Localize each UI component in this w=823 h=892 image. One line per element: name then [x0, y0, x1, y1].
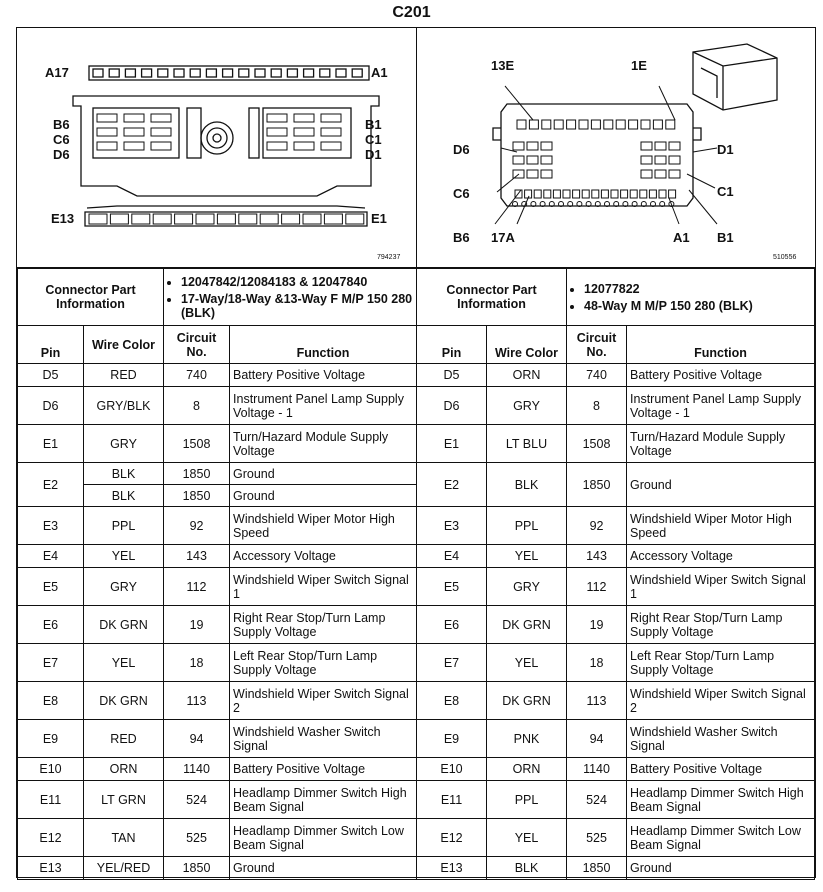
function-cell: Instrument Panel Lamp Supply Voltage - 1	[230, 387, 417, 425]
table-row	[18, 387, 417, 425]
cavity	[582, 190, 589, 198]
cavity	[97, 128, 117, 136]
function-cell: Windshield Wiper Switch Signal 1	[627, 568, 815, 606]
cavity	[294, 142, 314, 150]
header-wire-color: Wire Color	[84, 326, 164, 364]
circuit-cell: 1850	[164, 485, 230, 507]
wire-color-cell: GRY	[84, 568, 164, 606]
function-cell: Battery Positive Voltage	[627, 758, 815, 781]
circuit-cell: 1850	[164, 857, 230, 880]
wire-color-cell: YEL	[487, 819, 567, 857]
label-e1: E1	[371, 211, 387, 226]
right-connector-drawing	[417, 28, 813, 266]
label-c1: C1	[717, 184, 734, 199]
cavity	[304, 69, 314, 77]
connector-info-item: • 48-Way M M/P 150 280 (BLK)	[584, 299, 811, 313]
cavity	[527, 142, 538, 150]
left-pinout-table	[17, 268, 417, 880]
cavity	[282, 214, 300, 224]
cavity	[151, 128, 171, 136]
header-pin: Pin	[417, 326, 487, 364]
cavity	[616, 120, 625, 129]
table-row	[417, 507, 815, 545]
label-b1: B1	[365, 117, 382, 132]
connector-frame	[16, 27, 816, 878]
function-cell: Ground	[627, 857, 815, 880]
label-a17: A17	[45, 65, 69, 80]
circuit-cell: 92	[164, 507, 230, 545]
cavity	[525, 190, 532, 198]
label-13e: 13E	[491, 58, 515, 73]
cavity	[649, 190, 656, 198]
cavity	[591, 120, 600, 129]
cavity	[125, 69, 135, 77]
cavity	[655, 156, 666, 164]
cavity	[324, 214, 342, 224]
cavity	[352, 69, 362, 77]
cavity	[629, 120, 638, 129]
label-d6: D6	[53, 147, 70, 162]
table-row	[417, 758, 815, 781]
circuit-cell: 18	[164, 644, 230, 682]
wire-color-cell: GRY	[487, 568, 567, 606]
pin-cell: E7	[417, 644, 487, 682]
function-cell: Battery Positive Voltage	[230, 758, 417, 781]
pin-cell: E5	[18, 568, 84, 606]
table-row	[417, 819, 815, 857]
cavity	[223, 69, 233, 77]
pin-cell: D6	[417, 387, 487, 425]
table-row	[417, 463, 815, 507]
cavity	[153, 214, 171, 224]
cavity	[142, 69, 152, 77]
wire-color-cell: PPL	[487, 781, 567, 819]
cavity	[175, 214, 193, 224]
function-cell: Battery Positive Voltage	[627, 364, 815, 387]
function-cell: Right Rear Stop/Turn Lamp Supply Voltage	[230, 606, 417, 644]
label-d1: D1	[365, 147, 382, 162]
cavity	[573, 190, 580, 198]
circuit-cell: 18	[567, 644, 627, 682]
table-row	[18, 857, 417, 880]
pin-cell: E6	[18, 606, 84, 644]
cavity	[320, 69, 330, 77]
cavity	[604, 120, 613, 129]
pin-cell: E11	[417, 781, 487, 819]
pin-cell: E11	[18, 781, 84, 819]
function-cell: Windshield Wiper Switch Signal 2	[230, 682, 417, 720]
wire-color-cell: YEL	[487, 545, 567, 568]
wire-color-cell: BLK	[84, 463, 164, 485]
cavity	[206, 69, 216, 77]
cavity	[669, 156, 680, 164]
table-row	[417, 425, 815, 463]
header-wire-color: Wire Color	[487, 326, 567, 364]
connector-part-info-label: Connector Part Information	[18, 269, 164, 326]
circuit-cell: 525	[164, 819, 230, 857]
circuit-cell: 113	[164, 682, 230, 720]
cavity	[579, 120, 588, 129]
label-d1: D1	[717, 142, 734, 157]
cavity	[640, 190, 647, 198]
header-function: Function	[230, 326, 417, 364]
table-row	[18, 606, 417, 644]
wire-color-cell: PNK	[487, 720, 567, 758]
pin-cell: E10	[417, 758, 487, 781]
table-row	[417, 644, 815, 682]
function-cell: Turn/Hazard Module Supply Voltage	[627, 425, 815, 463]
pin-cell: E2	[417, 463, 487, 507]
label-b1: B1	[717, 230, 734, 245]
circuit-cell: 1508	[567, 425, 627, 463]
circuit-cell: 143	[164, 545, 230, 568]
circuit-cell: 524	[567, 781, 627, 819]
cavity	[124, 142, 144, 150]
pin-cell: E4	[417, 545, 487, 568]
cavity	[541, 170, 552, 178]
header-circuit-no: Circuit No.	[164, 326, 230, 364]
pin-cell: E6	[417, 606, 487, 644]
table-row	[18, 781, 417, 819]
wire-color-cell: PPL	[487, 507, 567, 545]
function-cell: Left Rear Stop/Turn Lamp Supply Voltage	[230, 644, 417, 682]
wire-color-cell: BLK	[487, 463, 567, 507]
label-c1: C1	[365, 132, 382, 147]
cavity	[513, 142, 524, 150]
function-cell: Ground	[627, 463, 815, 507]
circuit-cell: 525	[567, 819, 627, 857]
figure-number: 510556	[773, 254, 797, 261]
circuit-cell: 92	[567, 507, 627, 545]
wire-color-cell: DK GRN	[487, 606, 567, 644]
cavity	[542, 120, 551, 129]
pin-cell: E5	[417, 568, 487, 606]
cavity	[553, 190, 560, 198]
table-row	[18, 545, 417, 568]
circuit-cell: 1850	[567, 463, 627, 507]
wire-color-cell: ORN	[487, 758, 567, 781]
cavity	[93, 69, 103, 77]
cavity	[124, 128, 144, 136]
cavity	[294, 114, 314, 122]
cavity	[517, 120, 526, 129]
function-cell: Right Rear Stop/Turn Lamp Supply Voltage	[627, 606, 815, 644]
wire-color-cell: RED	[84, 720, 164, 758]
left-connector-drawing	[17, 28, 415, 266]
wire-color-cell: DK GRN	[487, 682, 567, 720]
circuit-cell: 112	[567, 568, 627, 606]
function-cell: Ground	[230, 485, 417, 507]
function-cell: Ground	[230, 857, 417, 880]
label-a1: A1	[673, 230, 690, 245]
cavity	[151, 114, 171, 122]
page-title: C201	[392, 4, 431, 21]
label-d6: D6	[453, 142, 470, 157]
function-cell: Accessory Voltage	[627, 545, 815, 568]
cavity	[294, 128, 314, 136]
pin-cell: D5	[18, 364, 84, 387]
circuit-cell: 94	[567, 720, 627, 758]
wire-color-cell: YEL/RED	[84, 857, 164, 880]
table-row	[417, 857, 815, 880]
wire-color-cell: ORN	[84, 758, 164, 781]
table-row	[18, 364, 417, 387]
cavity	[544, 190, 551, 198]
label-b6: B6	[453, 230, 470, 245]
cavity	[196, 214, 214, 224]
connector-info-cell	[164, 269, 417, 326]
cavity	[303, 214, 321, 224]
pin-cell: E13	[417, 857, 487, 880]
table-row	[18, 568, 417, 606]
table-row	[18, 425, 417, 463]
wire-color-cell: BLK	[84, 485, 164, 507]
function-cell: Windshield Washer Switch Signal	[627, 720, 815, 758]
circuit-cell: 143	[567, 545, 627, 568]
function-cell: Instrument Panel Lamp Supply Voltage - 1	[627, 387, 815, 425]
label-e13: E13	[51, 211, 75, 226]
pin-cell: E4	[18, 545, 84, 568]
cavity	[287, 69, 297, 77]
function-cell: Ground	[230, 463, 417, 485]
table-row	[417, 781, 815, 819]
pin-cell: E8	[18, 682, 84, 720]
wire-color-cell: DK GRN	[84, 682, 164, 720]
cavity	[567, 120, 576, 129]
pin-cell: E3	[417, 507, 487, 545]
wire-color-cell: PPL	[84, 507, 164, 545]
wire-color-cell: GRY	[84, 425, 164, 463]
function-cell: Turn/Hazard Module Supply Voltage	[230, 425, 417, 463]
cavity	[89, 214, 107, 224]
cavity	[109, 69, 119, 77]
figure-number: 794237	[377, 254, 401, 261]
cavity	[529, 120, 538, 129]
cavity	[592, 190, 599, 198]
label-1e: 1E	[631, 58, 647, 73]
pin-cell: E12	[417, 819, 487, 857]
pin-cell: E2	[18, 463, 84, 507]
cavity	[124, 114, 144, 122]
table-row	[417, 387, 815, 425]
cavity	[97, 114, 117, 122]
cavity	[630, 190, 637, 198]
circuit-cell: 740	[164, 364, 230, 387]
wire-color-cell: GRY	[487, 387, 567, 425]
cavity	[190, 69, 200, 77]
function-cell: Headlamp Dimmer Switch Low Beam Signal	[627, 819, 815, 857]
wire-color-cell: BLK	[487, 857, 567, 880]
circuit-cell: 1140	[567, 758, 627, 781]
function-cell: Headlamp Dimmer Switch Low Beam Signal	[230, 819, 417, 857]
cavity	[666, 120, 675, 129]
circuit-cell: 113	[567, 682, 627, 720]
pin-cell: E1	[18, 425, 84, 463]
wire-color-cell: TAN	[84, 819, 164, 857]
wire-color-cell: DK GRN	[84, 606, 164, 644]
cavity	[621, 190, 628, 198]
connector-info-item: • 12047842/12084183 & 12047840	[181, 275, 413, 289]
cavity	[601, 190, 608, 198]
circuit-cell: 19	[567, 606, 627, 644]
cavity	[267, 142, 287, 150]
pin-cell: D5	[417, 364, 487, 387]
cavity	[267, 128, 287, 136]
table-row	[417, 720, 815, 758]
cavity	[655, 170, 666, 178]
cavity	[255, 69, 265, 77]
circuit-cell: 740	[567, 364, 627, 387]
label-17a: 17A	[491, 230, 515, 245]
label-c6: C6	[453, 186, 470, 201]
pin-cell: E9	[18, 720, 84, 758]
function-cell: Headlamp Dimmer Switch High Beam Signal	[230, 781, 417, 819]
cavity	[641, 120, 650, 129]
table-row	[18, 720, 417, 758]
function-cell: Windshield Wiper Switch Signal 2	[627, 682, 815, 720]
function-cell: Left Rear Stop/Turn Lamp Supply Voltage	[627, 644, 815, 682]
left-table-body	[18, 364, 417, 880]
cavity	[669, 142, 680, 150]
function-cell: Accessory Voltage	[230, 545, 417, 568]
pin-cell: E1	[417, 425, 487, 463]
function-cell: Windshield Washer Switch Signal	[230, 720, 417, 758]
cavity	[641, 170, 652, 178]
cavity	[527, 156, 538, 164]
table-row	[18, 463, 417, 485]
wire-color-cell: RED	[84, 364, 164, 387]
pin-cell: E8	[417, 682, 487, 720]
circuit-cell: 1140	[164, 758, 230, 781]
cavity	[321, 114, 341, 122]
right-pinout-table	[416, 268, 815, 880]
circuit-cell: 19	[164, 606, 230, 644]
cavity	[97, 142, 117, 150]
cavity	[217, 214, 235, 224]
function-cell: Windshield Wiper Motor High Speed	[230, 507, 417, 545]
table-row	[18, 644, 417, 682]
label-c6: C6	[53, 132, 70, 147]
table-row	[18, 758, 417, 781]
wire-color-cell: YEL	[84, 644, 164, 682]
label-a1: A1	[371, 65, 388, 80]
cavity	[260, 214, 278, 224]
pin-cell: D6	[18, 387, 84, 425]
circuit-cell: 1850	[164, 463, 230, 485]
cavity	[336, 69, 346, 77]
connector-part-info-label: Connector Part Information	[417, 269, 567, 326]
right-table-body	[417, 364, 815, 880]
wire-color-cell: LT BLU	[487, 425, 567, 463]
cavity	[563, 190, 570, 198]
circuit-cell: 8	[567, 387, 627, 425]
cavity	[641, 156, 652, 164]
circuit-cell: 94	[164, 720, 230, 758]
table-row	[18, 682, 417, 720]
wire-color-cell: ORN	[487, 364, 567, 387]
header-function: Function	[627, 326, 815, 364]
pin-cell: E12	[18, 819, 84, 857]
cavity	[174, 69, 184, 77]
header-pin: Pin	[18, 326, 84, 364]
table-row	[18, 507, 417, 545]
cavity	[641, 142, 652, 150]
cavity	[321, 142, 341, 150]
cavity	[271, 69, 281, 77]
left-connector-diagram	[17, 28, 417, 268]
circuit-cell: 112	[164, 568, 230, 606]
circuit-cell: 8	[164, 387, 230, 425]
table-row	[417, 545, 815, 568]
table-row	[417, 568, 815, 606]
table-row	[417, 364, 815, 387]
table-row	[417, 682, 815, 720]
cavity	[541, 156, 552, 164]
function-cell: Battery Positive Voltage	[230, 364, 417, 387]
connector-info-item: • 12077822	[584, 282, 811, 296]
cavity	[534, 190, 541, 198]
function-cell: Headlamp Dimmer Switch High Beam Signal	[627, 781, 815, 819]
pin-cell: E7	[18, 644, 84, 682]
pin-cell: E9	[417, 720, 487, 758]
cavity	[239, 214, 257, 224]
cavity	[346, 214, 364, 224]
cavity	[158, 69, 168, 77]
table-row	[18, 819, 417, 857]
connector-info-cell	[567, 269, 815, 326]
cavity	[554, 120, 563, 129]
function-cell: Windshield Wiper Motor High Speed	[627, 507, 815, 545]
header-circuit-no: Circuit No.	[567, 326, 627, 364]
wire-color-cell: YEL	[487, 644, 567, 682]
right-connector-diagram	[417, 28, 815, 268]
pin-cell: E3	[18, 507, 84, 545]
circuit-cell: 1508	[164, 425, 230, 463]
cavity	[513, 156, 524, 164]
cavity	[321, 128, 341, 136]
cavity	[151, 142, 171, 150]
table-row	[417, 606, 815, 644]
wire-color-cell: YEL	[84, 545, 164, 568]
pin-cell: E13	[18, 857, 84, 880]
cavity	[653, 120, 662, 129]
cavity	[541, 142, 552, 150]
cavity	[669, 190, 676, 198]
pin-cell: E10	[18, 758, 84, 781]
cavity	[659, 190, 666, 198]
cavity	[239, 69, 249, 77]
circuit-cell: 1850	[567, 857, 627, 880]
connector-info-item: • 17-Way/18-Way &13-Way F M/P 150 280 (BLK)	[181, 292, 413, 320]
cavity	[132, 214, 150, 224]
cavity	[267, 114, 287, 122]
label-b6: B6	[53, 117, 70, 132]
cavity	[655, 142, 666, 150]
circuit-cell: 524	[164, 781, 230, 819]
cavity	[527, 170, 538, 178]
cavity	[611, 190, 618, 198]
cavity	[110, 214, 128, 224]
cavity	[669, 170, 680, 178]
wire-color-cell: LT GRN	[84, 781, 164, 819]
function-cell: Windshield Wiper Switch Signal 1	[230, 568, 417, 606]
wire-color-cell: GRY/BLK	[84, 387, 164, 425]
